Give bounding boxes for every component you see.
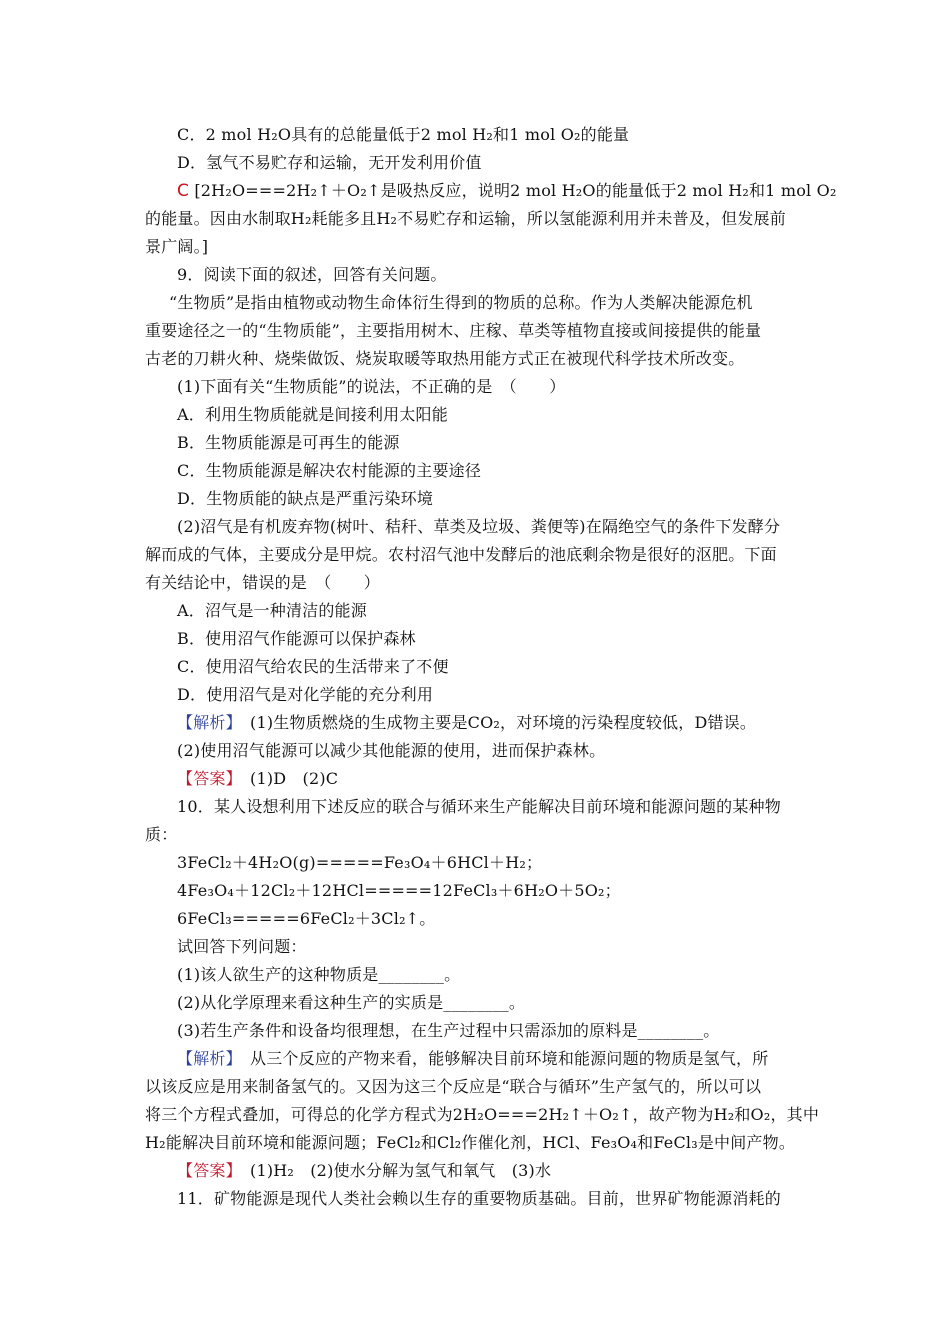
paragraph-line: 古老的刀耕火种、烧柴做饭、烧炭取暖等取热用能方式正在被现代科学技术所改变。 bbox=[145, 349, 745, 368]
answer-line bbox=[177, 1161, 551, 1181]
option-line: C．使用沼气给农民的生活带来了不便 bbox=[177, 657, 449, 676]
paragraph-line: 将三个方程式叠加，可得总的化学方程式为2H₂O===2H₂↑＋O₂↑，故产物为H₂和O₂，其中 bbox=[145, 1105, 820, 1124]
paragraph-line: 的能量。因由水制取H₂耗能多且H₂不易贮存和运输，所以氢能源利用并未普及，但发展前 bbox=[145, 209, 786, 228]
option-line: A．沼气是一种清洁的能源 bbox=[177, 601, 367, 620]
answer-line bbox=[177, 769, 338, 789]
analysis-tag: 【解析】 bbox=[177, 1049, 234, 1068]
paragraph-line: 以该反应是用来制备氢气的。又因为这三个反应是“联合与循环”生产氢气的，所以可以 bbox=[145, 1077, 762, 1096]
question-10-title: 10．某人设想利用下述反应的联合与循环来生产能解决目前环境和能源问题的某种物 bbox=[177, 797, 781, 816]
explanation-text: [2H₂O===2H₂↑＋O₂↑是吸热反应，说明2 mol H₂O的能量低于2 mol H₂和1 mol O₂ bbox=[189, 181, 837, 200]
paragraph-line: H₂能解决目前环境和能源问题；FeCl₂和Cl₂作催化剂，HCl、Fe₃O₄和FeCl₃是中间产物。 bbox=[145, 1133, 796, 1152]
paragraph-line: 重要途径之一的“生物质能”，主要指用树木、庄稼、草类等植物直接或间接提供的能量 bbox=[145, 321, 762, 340]
analysis-text: 从三个反应的产物来看，能够解决目前环境和能源问题的物质是氢气，所 bbox=[233, 1049, 769, 1068]
question-11-title: 11．矿物能源是现代人类社会赖以生存的重要物质基础。目前，世界矿物能源消耗的 bbox=[177, 1189, 781, 1208]
answer-tag: 【答案】 bbox=[177, 1161, 234, 1180]
analysis-text: (1)生物质燃烧的生成物主要是CO₂，对环境的污染程度较低，D错误。 bbox=[233, 713, 757, 732]
sub-question-line: (3)若生产条件和设备均很理想，在生产过程中只需添加的原料是________。 bbox=[177, 1021, 720, 1040]
analysis-tag: 【解析】 bbox=[177, 713, 234, 732]
analysis-line bbox=[177, 713, 756, 733]
paragraph-line: 质： bbox=[145, 825, 178, 844]
answer-text: (1)D (2)C bbox=[233, 769, 339, 788]
paragraph-line: 有关结论中，错误的是 （ ） bbox=[145, 573, 381, 592]
question-9-title: 9．阅读下面的叙述，回答有关问题。 bbox=[177, 265, 447, 284]
option-line: D．生物质能的缺点是严重污染环境 bbox=[177, 489, 434, 508]
option-line: A．利用生物质能就是间接利用太阳能 bbox=[177, 405, 448, 424]
sub-question-2: (2)沼气是有机废弃物(树叶、秸秆、草类及垃圾、粪便等)在隔绝空气的条件下发酵分 bbox=[177, 517, 781, 536]
paragraph-line: 景广阔。] bbox=[145, 237, 209, 256]
equation-line: 6FeCl₃=====6FeCl₂＋3Cl₂↑。 bbox=[177, 909, 436, 928]
paragraph-line: 试回答下列问题： bbox=[177, 937, 307, 956]
equation-line: 3FeCl₂＋4H₂O(g)=====Fe₃O₄＋6HCl＋H₂； bbox=[177, 853, 543, 872]
sub-question-line: (2)从化学原理来看这种生产的实质是________。 bbox=[177, 993, 526, 1012]
answer-letter: C bbox=[177, 181, 190, 201]
analysis-line: (2)使用沼气能源可以减少其他能源的使用，进而保护森林。 bbox=[177, 741, 606, 760]
equation-line: 4Fe₃O₄＋12Cl₂＋12HCl=====12FeCl₃＋6H₂O＋5O₂； bbox=[177, 881, 621, 900]
paragraph-line: “生物质”是指由植物或动物生命体衍生得到的物质的总称。作为人类解决能源危机 bbox=[169, 293, 753, 312]
option-c-line: C．2 mol H₂O具有的总能量低于2 mol H₂和1 mol O₂的能量 bbox=[177, 125, 630, 144]
answer-explanation-line bbox=[177, 181, 837, 201]
option-line: B．生物质能源是可再生的能源 bbox=[177, 433, 400, 452]
sub-question-1: (1)下面有关“生物质能”的说法，不正确的是 （ ） bbox=[177, 377, 566, 396]
option-line: C．生物质能源是解决农村能源的主要途径 bbox=[177, 461, 482, 480]
option-line: D．使用沼气是对化学能的充分利用 bbox=[177, 685, 434, 704]
option-line: B．使用沼气作能源可以保护森林 bbox=[177, 629, 416, 648]
analysis-line bbox=[177, 1049, 768, 1069]
answer-text: (1)H₂ (2)使水分解为氢气和氧气 (3)水 bbox=[233, 1161, 552, 1180]
sub-question-line: (1)该人欲生产的这种物质是________。 bbox=[177, 965, 461, 984]
answer-tag: 【答案】 bbox=[177, 769, 234, 788]
paragraph-line: 解而成的气体，主要成分是甲烷。农村沼气池中发酵后的池底剩余物是很好的沤肥。下面 bbox=[145, 545, 777, 564]
option-d-line: D．氢气不易贮存和运输，无开发利用价值 bbox=[177, 153, 482, 172]
